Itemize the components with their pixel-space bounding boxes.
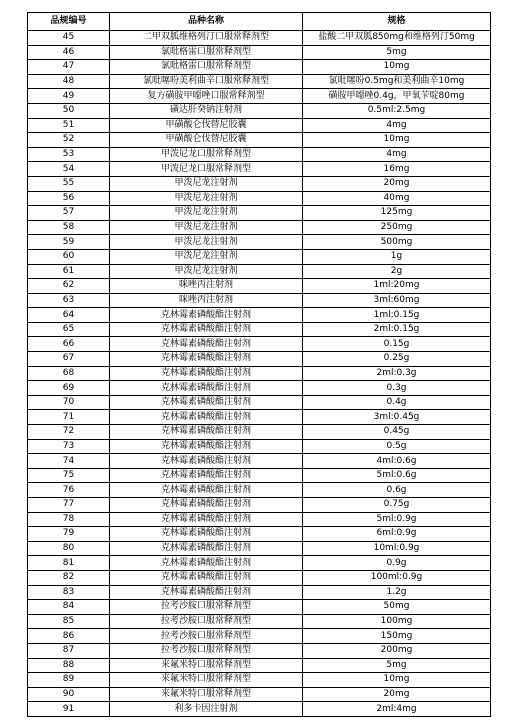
item-code-cell: 58 xyxy=(28,220,110,235)
item-code-cell: 61 xyxy=(28,264,110,279)
spec-table-container xyxy=(27,12,491,717)
spec-cell: 1ml:0.15g xyxy=(303,308,491,323)
item-code-cell: 89 xyxy=(28,673,110,688)
item-name-cell: 氯吡噻吩美利曲辛口服常释剂型 xyxy=(110,74,303,89)
item-name-cell: 氯吡格雷口服常释剂型 xyxy=(110,60,303,75)
item-name-cell: 克林霉素磷酸酯注射剂 xyxy=(110,498,303,513)
item-code-cell: 76 xyxy=(28,483,110,498)
spec-cell: 100ml:0.9g xyxy=(303,570,491,585)
spec-cell: 250mg xyxy=(303,220,491,235)
table-row xyxy=(28,395,491,410)
item-name-cell: 来氟米特口服常释剂型 xyxy=(110,687,303,702)
table-row xyxy=(28,687,491,702)
spec-cell: 0.3g xyxy=(303,381,491,396)
item-code-cell: 47 xyxy=(28,60,110,75)
item-name-cell: 克林霉素磷酸酯注射剂 xyxy=(110,366,303,381)
table-row xyxy=(28,673,491,688)
item-name-cell: 克林霉素磷酸酯注射剂 xyxy=(110,454,303,469)
spec-cell: 盐酸二甲双胍850mg和维格列汀50mg xyxy=(303,31,491,46)
item-name-cell: 氯吡格雷口服常释剂型 xyxy=(110,45,303,60)
table-row xyxy=(28,235,491,250)
table-row xyxy=(28,279,491,294)
item-code-cell: 79 xyxy=(28,527,110,542)
item-code-cell: 55 xyxy=(28,176,110,191)
spec-cell: 0.9g xyxy=(303,556,491,571)
table-row xyxy=(28,118,491,133)
item-name-cell: 拉考沙胺口服常释剂型 xyxy=(110,614,303,629)
item-name-cell: 克林霉素磷酸酯注射剂 xyxy=(110,425,303,440)
spec-cell: 200mg xyxy=(303,643,491,658)
table-body xyxy=(28,31,491,717)
item-name-cell: 克林霉素磷酸酯注射剂 xyxy=(110,410,303,425)
spec-cell: 5mg xyxy=(303,45,491,60)
item-name-cell: 甲泼尼龙注射剂 xyxy=(110,191,303,206)
item-code-cell: 80 xyxy=(28,541,110,556)
item-name-cell: 磺达肝癸钠注射剂 xyxy=(110,103,303,118)
table-row xyxy=(28,220,491,235)
item-code-cell: 90 xyxy=(28,687,110,702)
spec-cell: 2ml:4mg xyxy=(303,702,491,717)
table-row xyxy=(28,308,491,323)
header-item-name: 品种名称 xyxy=(110,13,303,31)
item-name-cell: 甲泼尼龙注射剂 xyxy=(110,176,303,191)
item-code-cell: 78 xyxy=(28,512,110,527)
spec-cell: 0.4g xyxy=(303,395,491,410)
item-name-cell: 甲泼尼龙注射剂 xyxy=(110,206,303,221)
item-name-cell: 克林霉素磷酸酯注射剂 xyxy=(110,439,303,454)
item-name-cell: 克林霉素磷酸酯注射剂 xyxy=(110,381,303,396)
spec-cell: 2ml:0.3g xyxy=(303,366,491,381)
spec-cell: 500mg xyxy=(303,235,491,250)
spec-cell: 1g xyxy=(303,249,491,264)
table-row xyxy=(28,541,491,556)
item-name-cell: 克林霉素磷酸酯注射剂 xyxy=(110,468,303,483)
item-code-cell: 73 xyxy=(28,439,110,454)
table-row xyxy=(28,147,491,162)
spec-cell: 5mg xyxy=(303,658,491,673)
spec-cell: 40mg xyxy=(303,191,491,206)
item-code-cell: 66 xyxy=(28,337,110,352)
item-code-cell: 83 xyxy=(28,585,110,600)
item-name-cell: 克林霉素磷酸酯注射剂 xyxy=(110,541,303,556)
spec-table xyxy=(27,12,491,717)
item-name-cell: 甲泼尼龙注射剂 xyxy=(110,235,303,250)
table-row xyxy=(28,585,491,600)
header-spec: 规格 xyxy=(303,13,491,31)
table-row xyxy=(28,89,491,104)
spec-cell: 1ml:20mg xyxy=(303,279,491,294)
item-name-cell: 克林霉素磷酸酯注射剂 xyxy=(110,322,303,337)
spec-cell: 1.2g xyxy=(303,585,491,600)
item-code-cell: 71 xyxy=(28,410,110,425)
item-name-cell: 克林霉素磷酸酯注射剂 xyxy=(110,337,303,352)
spec-cell: 磺胺甲噁唑0.4g，甲氧苄啶80mg xyxy=(303,89,491,104)
table-row xyxy=(28,425,491,440)
item-code-cell: 77 xyxy=(28,498,110,513)
item-name-cell: 克林霉素磷酸酯注射剂 xyxy=(110,483,303,498)
spec-cell: 0.15g xyxy=(303,337,491,352)
table-row xyxy=(28,74,491,89)
spec-cell: 20mg xyxy=(303,687,491,702)
table-row xyxy=(28,176,491,191)
table-row xyxy=(28,162,491,177)
spec-cell: 10mg xyxy=(303,60,491,75)
item-name-cell: 克林霉素磷酸酯注射剂 xyxy=(110,527,303,542)
spec-cell: 5ml:0.9g xyxy=(303,512,491,527)
item-code-cell: 54 xyxy=(28,162,110,177)
table-row xyxy=(28,352,491,367)
item-code-cell: 49 xyxy=(28,89,110,104)
item-name-cell: 拉考沙胺口服常释剂型 xyxy=(110,643,303,658)
item-code-cell: 64 xyxy=(28,308,110,323)
spec-cell: 10mg xyxy=(303,133,491,148)
table-row xyxy=(28,512,491,527)
item-code-cell: 87 xyxy=(28,643,110,658)
item-code-cell: 85 xyxy=(28,614,110,629)
spec-cell: 0.5ml:2.5mg xyxy=(303,103,491,118)
spec-cell: 0.25g xyxy=(303,352,491,367)
table-row xyxy=(28,483,491,498)
item-code-cell: 62 xyxy=(28,279,110,294)
item-name-cell: 拉考沙胺口服常释剂型 xyxy=(110,629,303,644)
item-code-cell: 45 xyxy=(28,31,110,46)
item-name-cell: 克林霉素磷酸酯注射剂 xyxy=(110,395,303,410)
item-code-cell: 56 xyxy=(28,191,110,206)
table-row xyxy=(28,322,491,337)
item-name-cell: 甲泼尼龙注射剂 xyxy=(110,249,303,264)
spec-cell: 125mg xyxy=(303,206,491,221)
item-code-cell: 46 xyxy=(28,45,110,60)
table-row xyxy=(28,103,491,118)
item-name-cell: 甲泼尼龙注射剂 xyxy=(110,220,303,235)
item-code-cell: 65 xyxy=(28,322,110,337)
item-code-cell: 69 xyxy=(28,381,110,396)
spec-cell: 0.6g xyxy=(303,483,491,498)
spec-cell: 150mg xyxy=(303,629,491,644)
item-code-cell: 84 xyxy=(28,600,110,615)
table-row xyxy=(28,45,491,60)
item-name-cell: 来氟米特口服常释剂型 xyxy=(110,658,303,673)
spec-cell: 0.45g xyxy=(303,425,491,440)
item-name-cell: 克林霉素磷酸酯注射剂 xyxy=(110,512,303,527)
table-row xyxy=(28,570,491,585)
item-name-cell: 克林霉素磷酸酯注射剂 xyxy=(110,556,303,571)
item-name-cell: 咪唑丙注射剂 xyxy=(110,279,303,294)
item-name-cell: 克林霉素磷酸酯注射剂 xyxy=(110,352,303,367)
item-code-cell: 51 xyxy=(28,118,110,133)
table-row xyxy=(28,556,491,571)
item-name-cell: 克林霉素磷酸酯注射剂 xyxy=(110,308,303,323)
spec-cell: 2ml:0.15g xyxy=(303,322,491,337)
item-name-cell: 甲泼尼龙口服常释剂型 xyxy=(110,162,303,177)
item-name-cell: 克林霉素磷酸酯注射剂 xyxy=(110,570,303,585)
item-code-cell: 50 xyxy=(28,103,110,118)
item-name-cell: 甲泼尼龙注射剂 xyxy=(110,264,303,279)
table-row xyxy=(28,264,491,279)
item-code-cell: 60 xyxy=(28,249,110,264)
item-code-cell: 63 xyxy=(28,293,110,308)
table-row xyxy=(28,249,491,264)
table-row xyxy=(28,702,491,717)
spec-cell: 10mg xyxy=(303,673,491,688)
item-code-cell: 53 xyxy=(28,147,110,162)
item-name-cell: 咪唑丙注射剂 xyxy=(110,293,303,308)
item-code-cell: 82 xyxy=(28,570,110,585)
item-code-cell: 57 xyxy=(28,206,110,221)
table-row xyxy=(28,337,491,352)
item-name-cell: 克林霉素磷酸酯注射剂 xyxy=(110,585,303,600)
table-row xyxy=(28,381,491,396)
table-row xyxy=(28,410,491,425)
spec-cell: 2g xyxy=(303,264,491,279)
table-row xyxy=(28,454,491,469)
spec-cell: 6ml:0.9g xyxy=(303,527,491,542)
table-row xyxy=(28,439,491,454)
table-row xyxy=(28,133,491,148)
item-name-cell: 甲泼尼龙口服常释剂型 xyxy=(110,147,303,162)
table-header-row xyxy=(28,13,491,31)
item-code-cell: 59 xyxy=(28,235,110,250)
item-name-cell: 来氟米特口服常释剂型 xyxy=(110,673,303,688)
item-code-cell: 81 xyxy=(28,556,110,571)
table-row xyxy=(28,366,491,381)
item-code-cell: 67 xyxy=(28,352,110,367)
spec-cell: 0.75g xyxy=(303,498,491,513)
table-row xyxy=(28,600,491,615)
item-code-cell: 86 xyxy=(28,629,110,644)
item-name-cell: 拉考沙胺口服常释剂型 xyxy=(110,600,303,615)
spec-cell: 50mg xyxy=(303,600,491,615)
item-name-cell: 二甲双胍维格列汀口服常释剂型 xyxy=(110,31,303,46)
item-code-cell: 68 xyxy=(28,366,110,381)
header-item-code: 品规编号 xyxy=(28,13,110,31)
table-row xyxy=(28,60,491,75)
item-code-cell: 91 xyxy=(28,702,110,717)
item-code-cell: 88 xyxy=(28,658,110,673)
item-code-cell: 74 xyxy=(28,454,110,469)
item-code-cell: 48 xyxy=(28,74,110,89)
table-row xyxy=(28,643,491,658)
table-row xyxy=(28,293,491,308)
spec-cell: 10ml:0.9g xyxy=(303,541,491,556)
spec-cell: 16mg xyxy=(303,162,491,177)
spec-cell: 5ml:0.6g xyxy=(303,468,491,483)
table-row xyxy=(28,629,491,644)
item-name-cell: 甲磺酸仑伐替尼胶囊 xyxy=(110,133,303,148)
table-row xyxy=(28,206,491,221)
table-row xyxy=(28,658,491,673)
item-code-cell: 72 xyxy=(28,425,110,440)
spec-cell: 4ml:0.6g xyxy=(303,454,491,469)
spec-cell: 4mg xyxy=(303,118,491,133)
table-row xyxy=(28,191,491,206)
item-code-cell: 70 xyxy=(28,395,110,410)
spec-cell: 3ml:60mg xyxy=(303,293,491,308)
item-name-cell: 利多卡因注射剂 xyxy=(110,702,303,717)
spec-cell: 100mg xyxy=(303,614,491,629)
table-row xyxy=(28,527,491,542)
spec-cell: 0.5g xyxy=(303,439,491,454)
item-name-cell: 复方磺胺甲噁唑口服常释剂型 xyxy=(110,89,303,104)
item-code-cell: 75 xyxy=(28,468,110,483)
item-name-cell: 甲磺酸仑伐替尼胶囊 xyxy=(110,118,303,133)
spec-cell: 20mg xyxy=(303,176,491,191)
spec-cell: 3ml:0.45g xyxy=(303,410,491,425)
spec-cell: 氯吡噻吩0.5mg和美利曲辛10mg xyxy=(303,74,491,89)
item-code-cell: 52 xyxy=(28,133,110,148)
spec-cell: 4mg xyxy=(303,147,491,162)
table-row xyxy=(28,614,491,629)
table-row xyxy=(28,498,491,513)
table-row xyxy=(28,468,491,483)
table-row xyxy=(28,31,491,46)
